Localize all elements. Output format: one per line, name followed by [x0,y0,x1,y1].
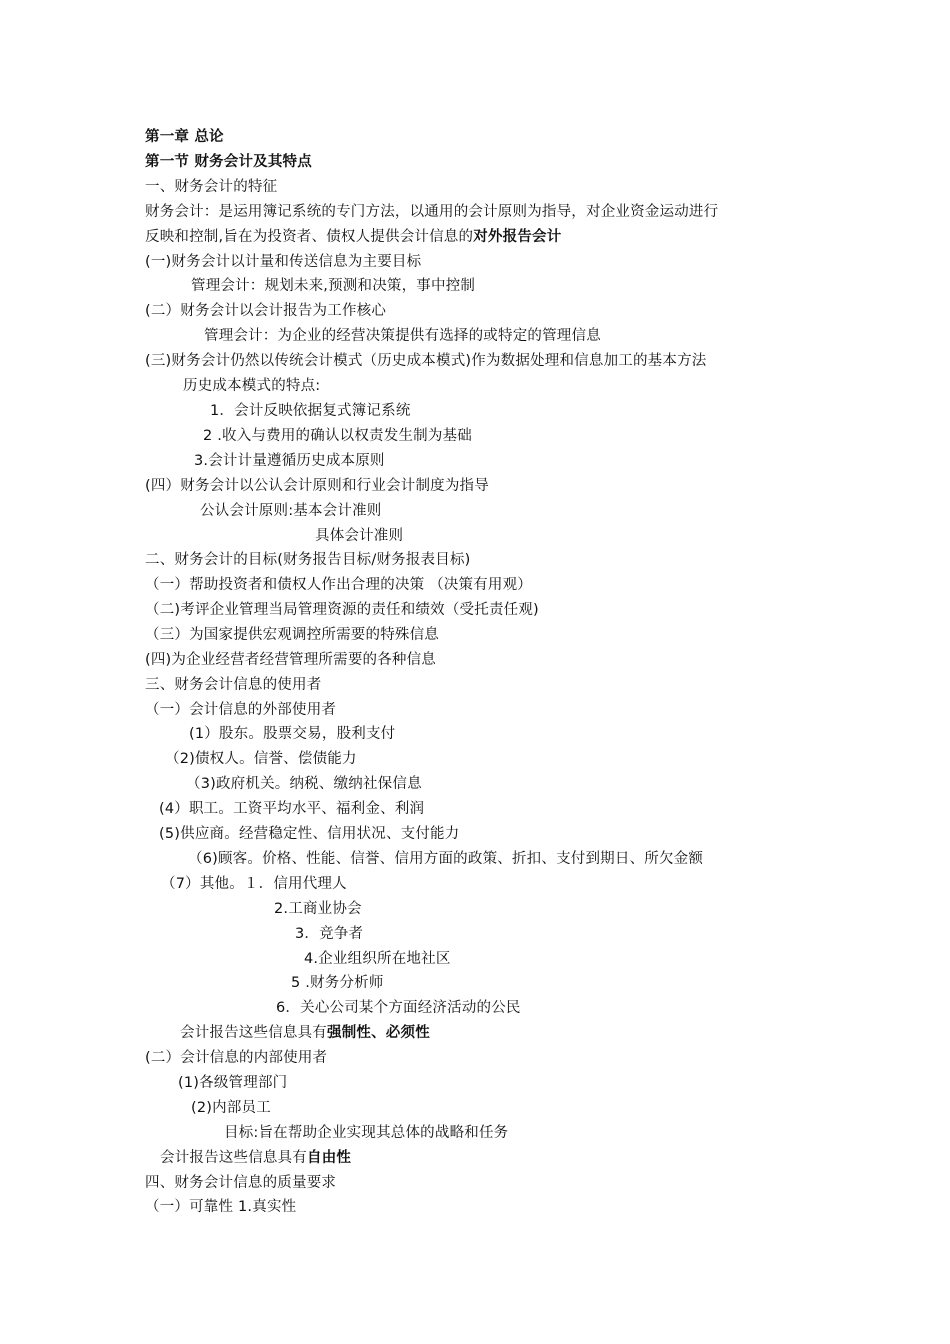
point-1-sub: 管理会计：规划未来,预测和决策，事中控制 [191,278,476,294]
external-note-emphasis: 强制性、必须性 [327,1025,430,1041]
internal-users: (二）会计信息的内部使用者 [145,1050,328,1066]
external-user-2: （2)债权人。信誉、偿债能力 [165,751,357,767]
internal-note-emphasis: 自由性 [307,1150,352,1166]
external-user-3: （3)政府机关。纳税、缴纳社保信息 [186,776,422,792]
external-user-4: (4）职工。工资平均水平、福利金、利润 [159,801,425,817]
heading-4: 四、财务会计信息的质量要求 [145,1175,337,1191]
definition-text: 反映和控制,旨在为投资者、债权人提供会计信息的 [145,229,474,245]
definition-line-1: 财务会计：是运用簿记系统的专门方法，以通用的会计原则为指导，对企业资金运动进行 [145,204,719,220]
chapter-title: 第一章 总论 [145,129,224,145]
point-3-item-1: 1．会计反映依据复式簿记系统 [210,403,411,419]
heading-3: 三、财务会计信息的使用者 [145,677,322,693]
point-4-sub-2: 具体会计准则 [315,528,404,544]
internal-user-1: (1)各级管理部门 [178,1075,288,1091]
internal-users-note [160,1148,351,1168]
external-note-text: 会计报告这些信息具有 [180,1025,327,1041]
external-user-7-item-6: 6．关心公司某个方面经济活动的公民 [276,1000,521,1016]
external-users-note [180,1023,430,1043]
goal-1: （一）帮助投资者和债权人作出合理的决策 （决策有用观） [145,577,533,593]
section-title: 第一节 财务会计及其特点 [145,154,312,170]
external-user-7-item-5: 5 .财务分析师 [291,975,384,991]
point-3-item-3: 3.会计计量遵循历史成本原则 [194,453,385,469]
external-user-7-item-4: 4.企业组织所在地社区 [304,951,451,967]
quality-1: （一）可靠性 1.真实性 [145,1199,297,1215]
point-3-item-2: 2 .收入与费用的确认以权责发生制为基础 [203,428,472,444]
definition-emphasis: 对外报告会计 [473,229,562,245]
internal-note-text: 会计报告这些信息具有 [160,1150,307,1166]
point-4-sub-1: 公认会计原则:基本会计准则 [200,503,382,519]
external-user-6: （6)顾客。价格、性能、信誉、信用方面的政策、折扣、支付到期日、所欠金额 [188,851,704,867]
goal-3: （三）为国家提供宏观调控所需要的特殊信息 [145,627,439,643]
external-user-1: (1）股东。股票交易，股利支付 [189,726,396,742]
external-user-5: (5)供应商。经营稳定性、信用状况、支付能力 [159,826,460,842]
heading-1: 一、财务会计的特征 [145,179,278,195]
point-3: (三)财务会计仍然以传统会计模式（历史成本模式)作为数据处理和信息加工的基本方法 [145,353,707,369]
point-3-sub: 历史成本模式的特点: [183,378,321,394]
external-user-7: （7）其他。１．信用代理人 [161,876,347,892]
internal-users-goal: 目标:旨在帮助企业实现其总体的战略和任务 [224,1125,509,1141]
definition-line-2 [145,227,561,247]
external-user-7-item-2: 2.工商业协会 [274,901,362,917]
heading-2: 二、财务会计的目标(财务报告目标/财务报表目标) [145,552,471,568]
point-2-sub: 管理会计：为企业的经营决策提供有选择的或特定的管理信息 [204,328,601,344]
goal-2: （二)考评企业管理当局管理资源的责任和绩效（受托责任观) [145,602,539,618]
point-1: (一)财务会计以计量和传送信息为主要目标 [145,254,422,270]
goal-4: (四)为企业经营者经营管理所需要的各种信息 [145,652,437,668]
point-4: (四）财务会计以公认会计原则和行业会计制度为指导 [145,478,489,494]
external-user-7-item-3: 3．竞争者 [295,926,364,942]
external-users: （一）会计信息的外部使用者 [145,702,337,718]
point-2: (二）财务会计以会计报告为工作核心 [145,303,387,319]
internal-user-2: (2)内部员工 [191,1100,271,1116]
